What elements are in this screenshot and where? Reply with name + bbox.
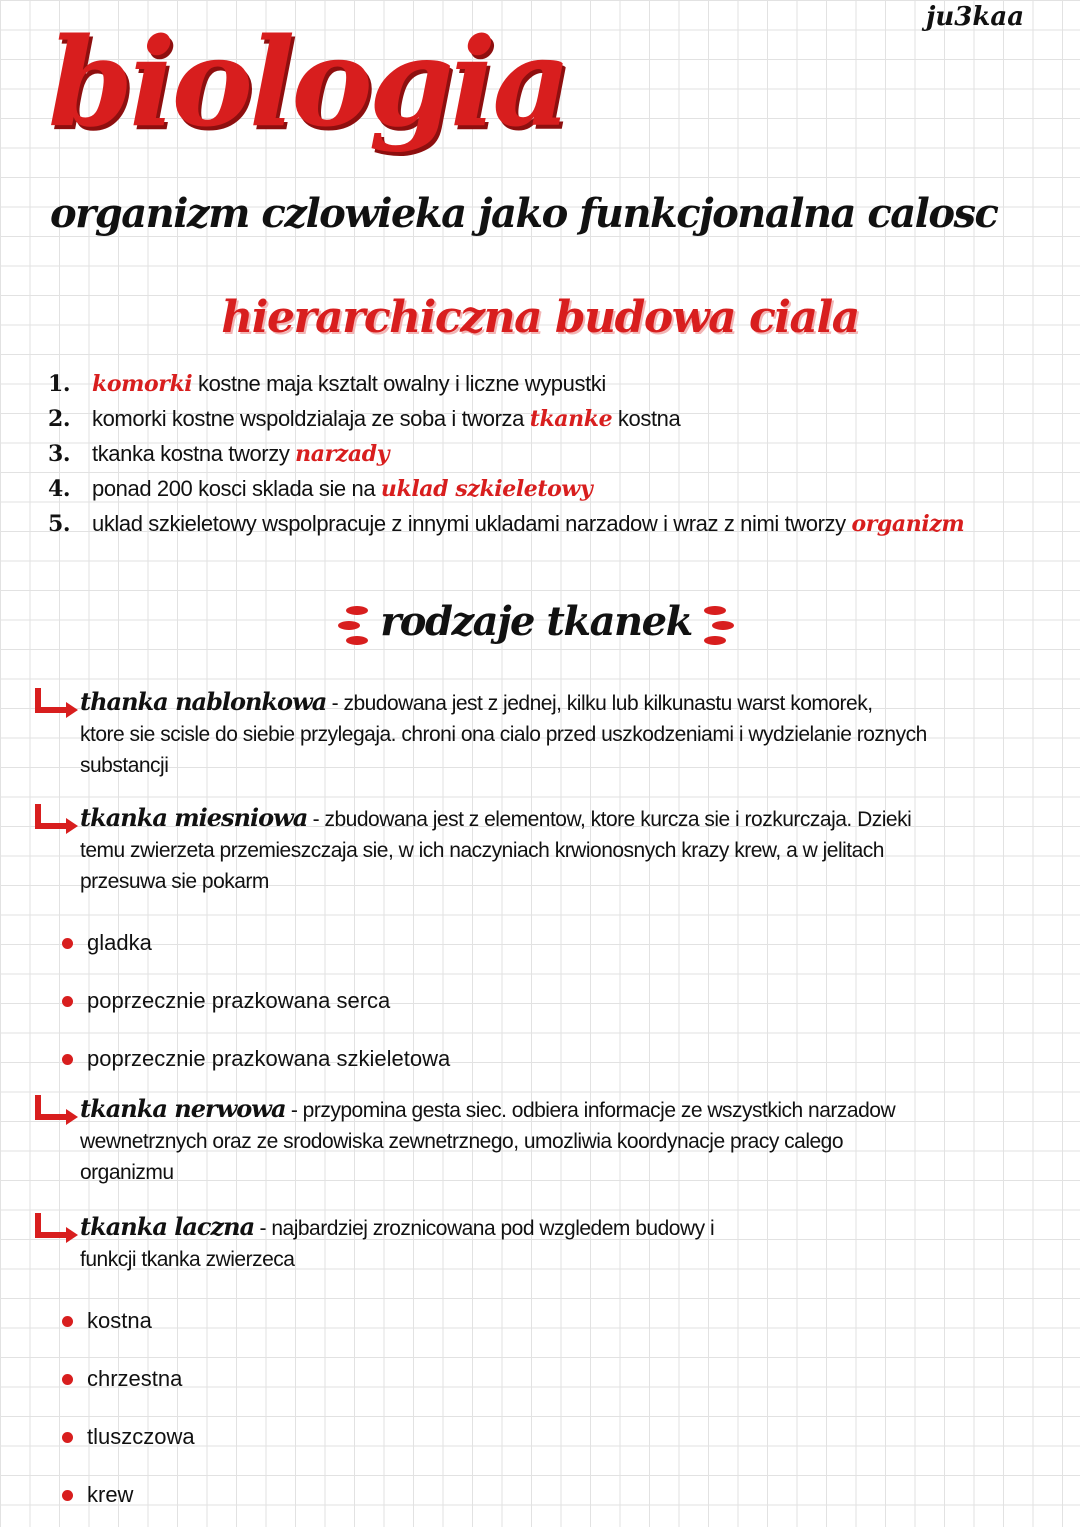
tissue-text: przesuwa sie pokarm <box>80 870 269 893</box>
connective-type-item <box>62 1366 182 1392</box>
list-item <box>48 506 964 541</box>
tissue-text: - zbudowana jest z elementow, ktore kurcza sie i rozkurczaja. Dzieki <box>312 808 912 831</box>
item-number: 2. <box>48 406 71 432</box>
bullet-dot-icon <box>62 1316 73 1327</box>
bullet-dot-icon <box>62 1374 73 1385</box>
tissue-term: tkanka miesniowa <box>80 803 308 832</box>
tissue-text: - zbudowana jest z jednej, kilku lub kilkunastu warst komorek, <box>331 692 873 715</box>
hierarchy-list <box>48 366 964 541</box>
tissue-term: tkanka nerwowa <box>80 1094 286 1123</box>
item-text: komorki kostne wspoldzialaja ze soba i tworza <box>92 406 530 431</box>
connective-type-item <box>62 1308 152 1334</box>
muscle-type-item <box>62 930 152 956</box>
petal-decoration-icon <box>346 603 368 648</box>
muscle-type-label: gladka <box>87 930 152 955</box>
item-text: kostna <box>612 406 681 431</box>
tissue-section <box>30 1211 714 1275</box>
item-number: 4. <box>48 476 71 502</box>
list-item <box>48 436 964 471</box>
bullet-dot-icon <box>62 1432 73 1443</box>
bullet-dot-icon <box>62 938 73 949</box>
item-text: ponad 200 kosci sklada sie na <box>92 476 381 501</box>
tissue-section <box>30 1093 895 1188</box>
author-signature: ju3kaa <box>926 2 1025 32</box>
bullet-dot-icon <box>62 1490 73 1501</box>
connective-type-label: tluszczowa <box>87 1424 195 1449</box>
arrow-icon <box>30 686 80 720</box>
tissue-section <box>30 686 927 781</box>
muscle-type-item <box>62 988 390 1014</box>
tissue-text: substancji <box>80 754 169 777</box>
connective-type-label: krew <box>87 1482 134 1507</box>
list-item <box>48 401 964 436</box>
item-number: 3. <box>48 441 71 467</box>
muscle-type-label: poprzecznie prazkowana serca <box>87 988 391 1013</box>
list-item <box>48 471 964 506</box>
item-text: uklad szkieletowy wspolpracuje z innymi ukladami narzadow i wraz z nimi tworzy <box>92 511 852 536</box>
item-number: 1. <box>48 371 71 397</box>
tissues-heading <box>0 598 1080 648</box>
arrow-icon <box>30 802 80 836</box>
tissue-text: - najbardziej zroznicowana pod wzgledem budowy i <box>259 1217 715 1240</box>
page-title: biologia <box>48 10 568 154</box>
item-text: tkanka kostna tworzy <box>92 441 296 466</box>
item-highlight: tkanke <box>529 406 613 432</box>
bullet-dot-icon <box>62 996 73 1007</box>
hierarchy-heading: hierarchiczna budowa ciala <box>221 292 859 343</box>
tissue-term: thanka nablonkowa <box>80 687 327 716</box>
connective-type-item <box>62 1424 195 1450</box>
tissue-text: funkcji tkanka zwierzeca <box>80 1248 295 1271</box>
muscle-type-label: poprzecznie prazkowana szkieletowa <box>87 1046 451 1071</box>
subtitle: organizm czlowieka jako funkcjonalna calosc <box>50 190 998 237</box>
tissue-text: ktore sie scisle do siebie przylegaja. chroni ona cialo przed uszkodzeniami i wydzielanie roznych <box>80 723 927 746</box>
tissue-section <box>30 802 911 897</box>
item-highlight: uklad szkieletowy <box>380 476 593 502</box>
arrow-icon <box>30 1211 80 1245</box>
bullet-dot-icon <box>62 1054 73 1065</box>
tissue-term: tkanka laczna <box>80 1212 255 1241</box>
connective-type-label: chrzestna <box>87 1366 183 1391</box>
tissue-text: organizmu <box>80 1161 174 1184</box>
connective-type-item <box>62 1482 133 1508</box>
item-text: kostne maja ksztalt owalny i liczne wypustki <box>192 371 606 396</box>
connective-type-label: kostna <box>87 1308 152 1333</box>
item-number: 5. <box>48 511 71 537</box>
petal-decoration-icon <box>704 603 734 648</box>
item-highlight: komorki <box>92 371 193 397</box>
tissues-heading-text: rodzaje tkanek <box>380 598 692 645</box>
tissue-text: temu zwierzeta przemieszczaja sie, w ich naczyniach krwionosnych krazy krew, a w jelitach <box>80 839 884 862</box>
tissue-text: wewnetrznych oraz ze srodowiska zewnetrznego, umozliwia koordynacje pracy calego <box>80 1130 844 1153</box>
tissue-text: - przypomina gesta siec. odbiera informacje ze wszystkich narzadow <box>290 1099 896 1122</box>
item-highlight: organizm <box>851 511 965 537</box>
muscle-type-item <box>62 1046 450 1072</box>
item-highlight: narzady <box>295 441 390 467</box>
arrow-icon <box>30 1093 80 1127</box>
list-item <box>48 366 964 401</box>
